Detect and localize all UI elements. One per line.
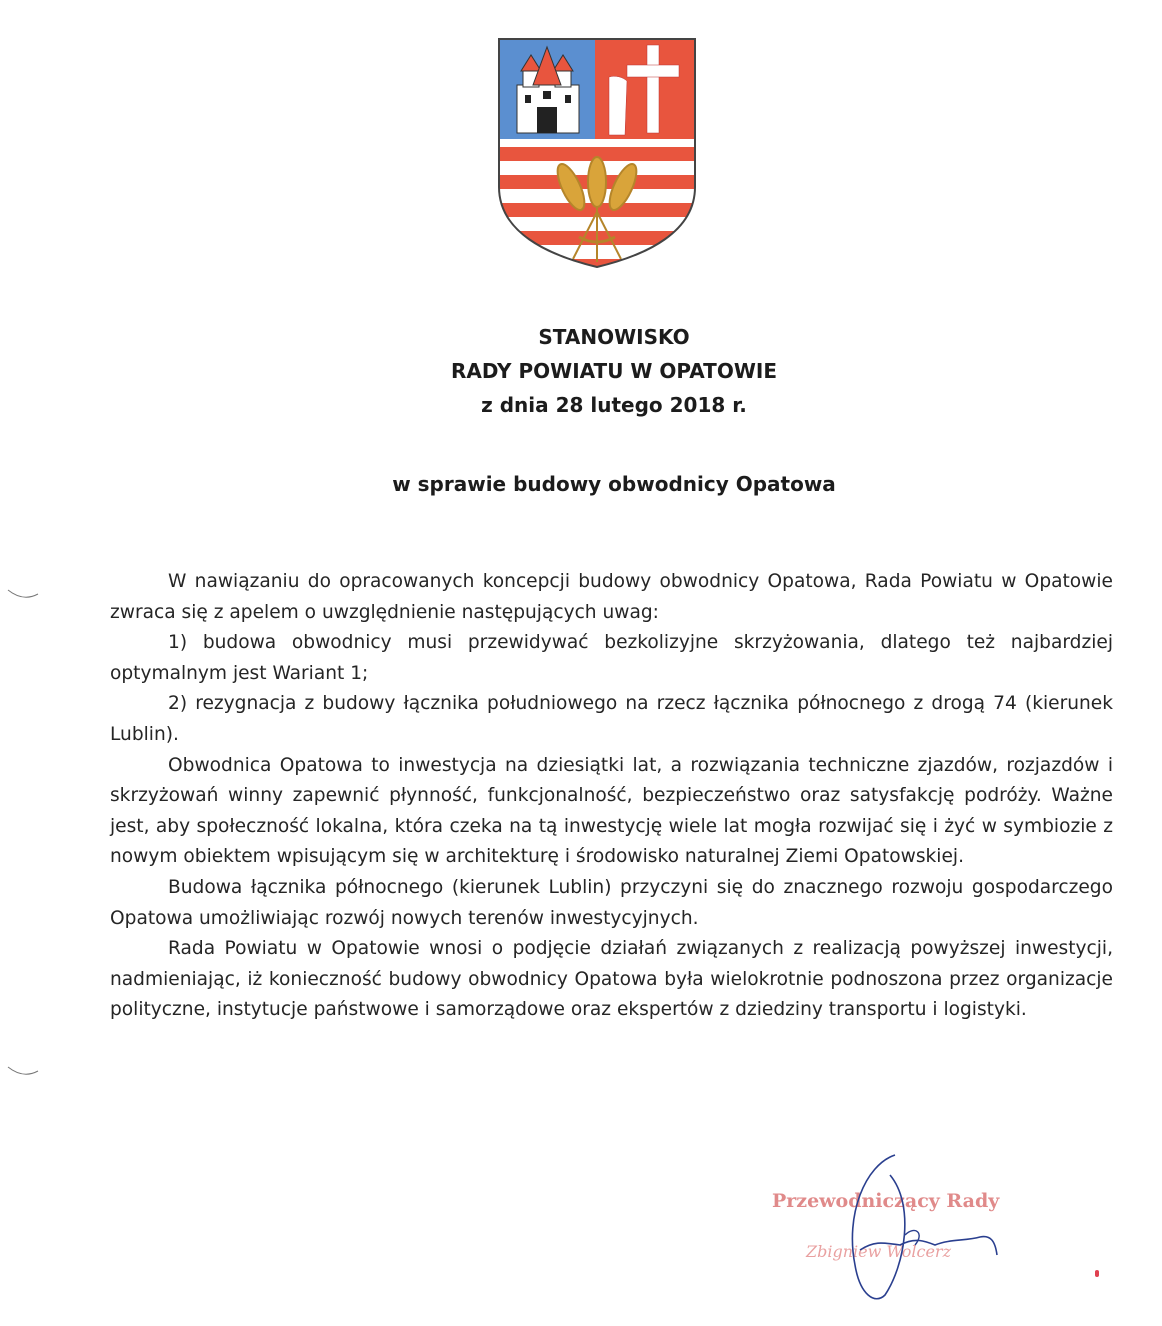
stamp-title: Przewodniczący Rady bbox=[772, 1190, 1000, 1212]
paragraph: Rada Powiatu w Opatowie wnosi o podjęcie działań związanych z realizacją powyższej inwestycji, nadmieniając, iż konieczność budowy obwodnicy Opatowa była wielokrotnie podnoszona przez organizacje polityczne, instytucje państwowe i samorządowe oraz ekspertów z dziedziny transportu i logistyki. bbox=[110, 938, 1113, 1021]
paragraph: W nawiązaniu do opracowanych koncepcji budowy obwodnicy Opatowa, Rada Powiatu w Opatowie zwraca się z apelem o uwzględnienie następujących uwag: bbox=[110, 571, 1113, 623]
list-item: 2) rezygnacja z budowy łącznika południowego na rzecz łącznika północnego z drogą 74 (kierunek Lublin). bbox=[110, 693, 1113, 745]
title-line-2: RADY POWIATU W OPATOWIE bbox=[451, 359, 777, 383]
document-title bbox=[0, 320, 1162, 422]
stamp-name: Zbigniew Wolcerz bbox=[806, 1242, 952, 1261]
title-line-1: STANOWISKO bbox=[538, 325, 690, 349]
coat-of-arms-icon bbox=[497, 37, 697, 269]
paragraph: Budowa łącznika północnego (kierunek Lublin) przyczyni się do znacznego rozwoju gospodarczego Opatowa umożliwiając rozwój nowych terenów inwestycyjnych. bbox=[110, 876, 1113, 929]
title-line-3: z dnia 28 lutego 2018 r. bbox=[481, 393, 747, 417]
signature-block bbox=[765, 1145, 1065, 1310]
document-body bbox=[110, 567, 1113, 1026]
list-item: 1) budowa obwodnicy musi przewidywać bezkolizyjne skrzyżowania, dlatego też najbardziej optymalnym jest Wariant 1; bbox=[110, 632, 1113, 684]
punch-hole-mark bbox=[6, 588, 40, 602]
handwritten-signature bbox=[765, 1145, 1065, 1310]
document-subject: w sprawie budowy obwodnicy Opatowa bbox=[392, 472, 836, 496]
paragraph: Obwodnica Opatowa to inwestycja na dziesiątki lat, a rozwiązania techniczne zjazdów, rozjazdów i skrzyżowań winny zapewnić płynność, funkcjonalność, bezpieczeństwo oraz satysfakcję podróży. Ważne jest, aby społeczność lokalna, która czeka na tą inwestycję wiele lat mogła rozwijać się i żyć w symbiozie z nowym obiektem wpisującym się w architekturę i środowisko naturalnej Ziemi Opatowskiej. bbox=[110, 754, 1113, 868]
ink-mark bbox=[1095, 1270, 1099, 1277]
punch-hole-mark bbox=[6, 1065, 40, 1079]
